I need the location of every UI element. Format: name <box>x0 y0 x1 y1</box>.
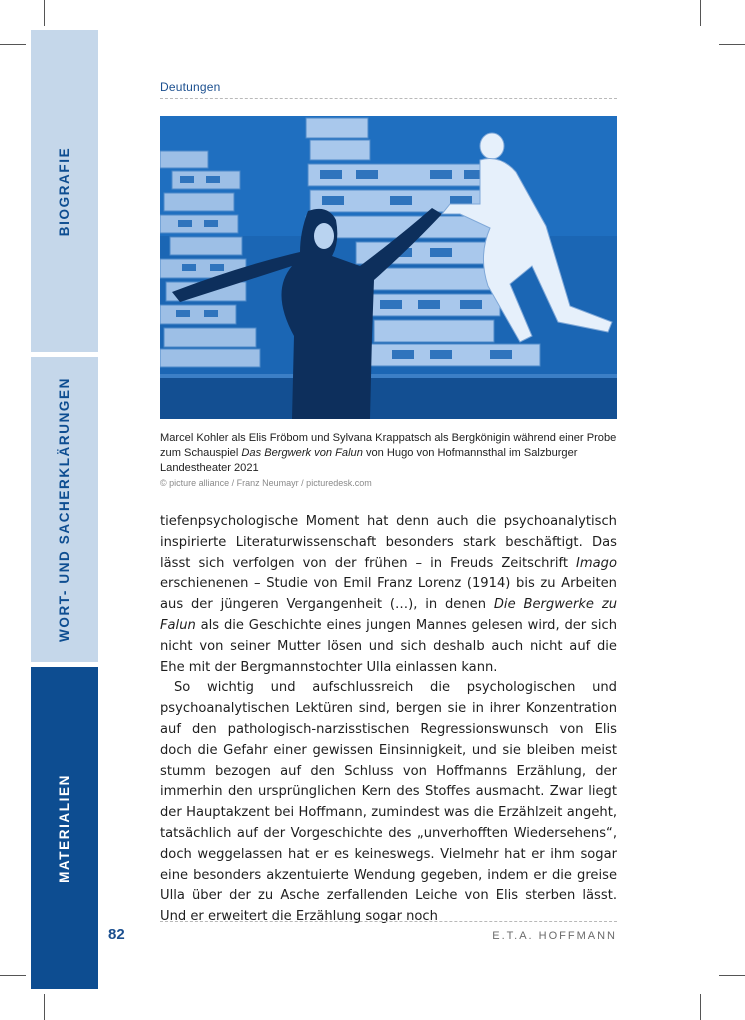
section-label: Deutungen <box>160 80 221 94</box>
sidebar-tab-materialien[interactable] <box>31 667 98 989</box>
footer-divider <box>160 921 617 922</box>
work-title: Die Bergwerke zu Falun <box>160 597 617 633</box>
sidebar-tab-label: BIOGRAFIE <box>57 146 72 236</box>
paragraph <box>160 512 617 678</box>
text-run: tiefenpsychologische Moment hat denn auch die psychoanalytisch inspirierte Literaturwissenschaft besonders stark beschäftigt. Das lässt sich verfolgen von der frühen – in Freuds Zeitschrift <box>160 514 617 571</box>
text-run: als die Geschichte eines jungen Mannes gelesen wird, der sich nicht von seiner Mutter lösen und sich deshalb auch nicht auf die Ehe mit der Bergmannstochter Ulla einlassen kann. <box>160 617 617 675</box>
caption-text-end: von Hugo von Hofmannsthal im Salzburger Landestheater 2021 <box>160 447 578 474</box>
crop-mark <box>44 994 45 1020</box>
sidebar-tab-biografie[interactable] <box>31 30 98 352</box>
text-run: erschienenen – Studie von Emil Franz Lorenz (1914) bis zu Arbeiten aus der jüngeren Vergangenheit (…), in denen <box>160 576 617 613</box>
crop-mark <box>44 0 45 26</box>
paragraph: So wichtig und aufschlussreich die psychologischen und psychoanalytischen Lektüren sind, bergen sie in ihrer Konzentration auf den pathologisch-narzisstischen Regressionswunsch von Elis doch die Gefahr einer gewissen Einsinnigkeit, und sie bleiben meist stumm bezogen auf den Schluss von Hoffmanns Erzählung, der immerhin den ursprünglichen Kern des Stoffes ausmacht. Zwar liegt der Hauptakzent bei Hoffmann, zumindest was die Erzählzeit angeht, tatsächlich auf der Vorgeschichte des „unverhofften Wiedersehens“, doch weggelassen hat er es keineswegs. Vielmehr hat er ihm sogar eine besonders akzentuierte Wendung gegeben, indem er die greise Ulla über der zu Asche zerfallenden Leiche von Elis sterben lässt. Und er erweitert die Erzählung sogar noch <box>160 680 617 925</box>
header-divider <box>160 98 617 99</box>
crop-mark <box>719 975 745 976</box>
page-number: 82 <box>108 926 125 943</box>
body-text <box>160 512 617 928</box>
sidebar-tab-label: MATERIALIEN <box>57 773 72 883</box>
sidebar-tab-label: WORT- UND SACHERKLÄRUNGEN <box>57 377 72 642</box>
crop-mark <box>719 44 745 45</box>
running-footer: E.T.A. HOFFMANN <box>492 930 617 942</box>
photo-credit: © picture alliance / Franz Neumayr / picturedesk.com <box>160 478 372 488</box>
sidebar-tab-wort-und-sacherklaerungen[interactable] <box>31 357 98 662</box>
stage-photo <box>160 116 617 419</box>
caption-work-title: Das Bergwerk von Falun <box>241 447 363 459</box>
crop-mark <box>700 994 701 1020</box>
crop-mark <box>0 44 26 45</box>
photo-caption <box>160 431 620 476</box>
crop-mark <box>0 975 26 976</box>
journal-title: Imago <box>576 555 617 571</box>
caption-text: Marcel Kohler als Elis Fröbom und Sylvana Krappatsch als Bergkönigin während einer Probe zum Schauspiel <box>160 432 617 459</box>
crop-mark <box>700 0 701 26</box>
